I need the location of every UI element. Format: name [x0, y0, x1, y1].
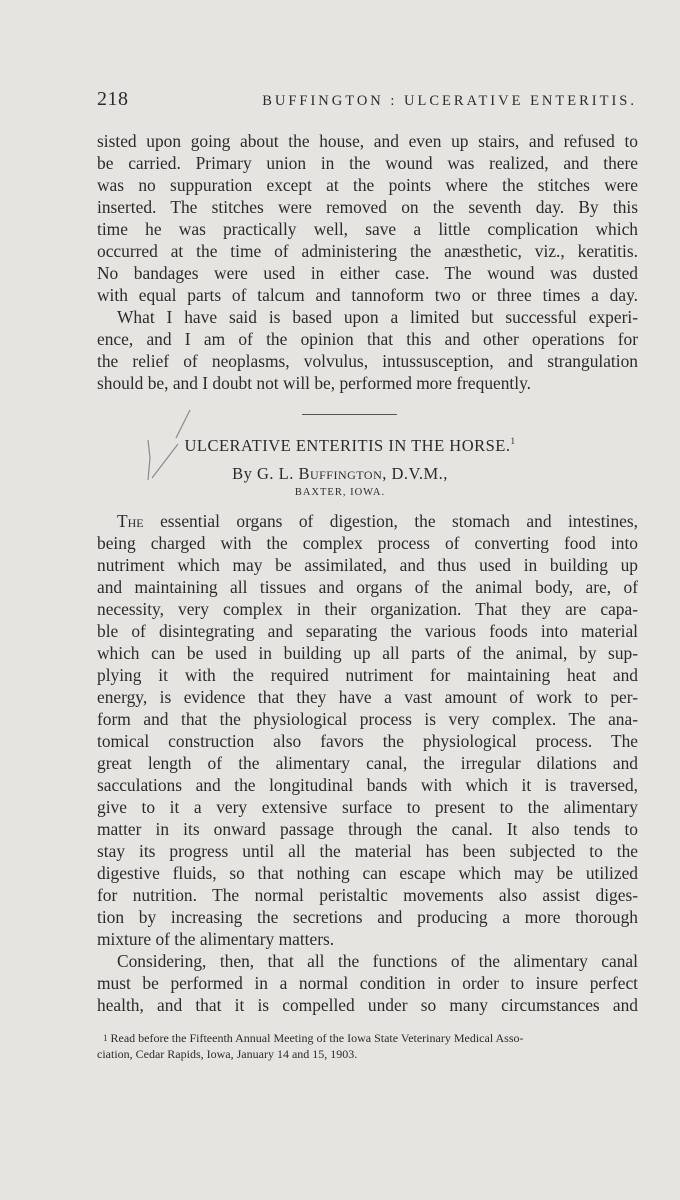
text-line: which can be used in building up all parts of the animal, by sup- [97, 643, 638, 663]
opening-word: The [117, 511, 144, 531]
text-line: was no suppuration except at the points where the stitches were [97, 175, 638, 195]
text-line: occurred at the time of administering the anæsthetic, viz., keratitis. [97, 241, 638, 261]
article-title [0, 436, 680, 456]
running-header [97, 88, 637, 114]
text-line: for nutrition. The normal peristaltic movements also assist diges- [97, 885, 638, 905]
text-line: Considering, then, that all the functions of the alimentary canal [117, 951, 638, 971]
text-line: the relief of neoplasms, volvulus, intussusception, and strangulation [97, 351, 638, 371]
text-line: with equal parts of talcum and tannoform two or three times a day. [97, 285, 638, 305]
text-line: should be, and I doubt not will be, performed more frequently. [97, 373, 532, 393]
text-line: tion by increasing the secretions and producing a more thorough [97, 907, 638, 927]
text-line: energy, is evidence that they have a vast amount of work to per- [97, 687, 638, 707]
text-line: health, and that it is compelled under so many circumstances and [97, 995, 638, 1015]
text-line: ence, and I am of the opinion that this and other operations for [97, 329, 638, 349]
author-credentials: , D.V.M., [382, 464, 448, 483]
text-line: time he was practically well, save a little complication which [97, 219, 638, 239]
text-line: nutriment which may be assimilated, and thus used in building up [97, 555, 638, 575]
article-title-text: ULCERATIVE ENTERITIS IN THE HORSE. [184, 436, 511, 455]
continued-text-block [97, 130, 638, 394]
article-body [97, 510, 638, 1016]
text-line: must be performed in a normal condition in order to insure perfect [97, 973, 638, 993]
footnote [97, 1030, 638, 1062]
text-line: great length of the alimentary canal, the irregular dilations and [97, 753, 638, 773]
text-line: ble of disintegrating and separating the various foods into material [97, 621, 638, 641]
text-line: stay its progress until all the material has been subjected to the [97, 841, 638, 861]
section-divider [302, 414, 397, 415]
footnote-line: ciation, Cedar Rapids, Iowa, January 14 and 15, 1903. [97, 1047, 358, 1061]
running-title: BUFFINGTON : ULCERATIVE ENTERITIS. [262, 93, 637, 109]
text-line: mixture of the alimentary matters. [97, 929, 335, 949]
text-line: be carried. Primary union in the wound was realized, and there [97, 153, 638, 173]
footnote-number: 1 [103, 1033, 108, 1043]
text-line: inserted. The stitches were removed on the seventh day. By this [97, 197, 638, 217]
text-line [97, 510, 638, 532]
text-line: necessity, very complex in their organization. That they are capa- [97, 599, 638, 619]
text-line: No bandages were used in either case. The wound was dusted [97, 263, 638, 283]
page-number: 218 [97, 88, 129, 110]
byline-prefix: By [232, 464, 253, 483]
footnote-text: Read before the Fifteenth Annual Meeting of the Iowa State Veterinary Medical Asso- [110, 1031, 524, 1045]
text-line: digestive fluids, so that nothing can escape which may be utilized [97, 863, 638, 883]
author-location: BAXTER, IOWA. [294, 487, 386, 498]
text-line: tomical construction also favors the physiological process. The [97, 731, 638, 751]
text-line: plying it with the required nutriment for maintaining heat and [97, 665, 638, 685]
text-line: being charged with the complex process of converting food into [97, 533, 638, 553]
text-line: sacculations and the longitudinal bands with which it is traversed, [97, 775, 638, 795]
text-line: form and that the physiological process is very complex. The ana- [97, 709, 638, 729]
byline [0, 464, 680, 484]
text-line: What I have said is based upon a limited but successful experi- [117, 307, 638, 327]
text-line: give to it a very extensive surface to present to the alimentary [97, 797, 638, 817]
footnote-mark: 1 [510, 436, 516, 446]
author-name: G. L. Buffington [256, 464, 383, 483]
text-line: matter in its onward passage through the canal. It also tends to [97, 819, 638, 839]
text-line: sisted upon going about the house, and even up stairs, and refused to [97, 131, 638, 151]
text-line: and maintaining all tissues and organs of the animal body, are, of [97, 577, 638, 597]
footnote-line [97, 1030, 638, 1046]
text-line-content: essential organs of digestion, the stomach and intestines, [160, 511, 638, 531]
